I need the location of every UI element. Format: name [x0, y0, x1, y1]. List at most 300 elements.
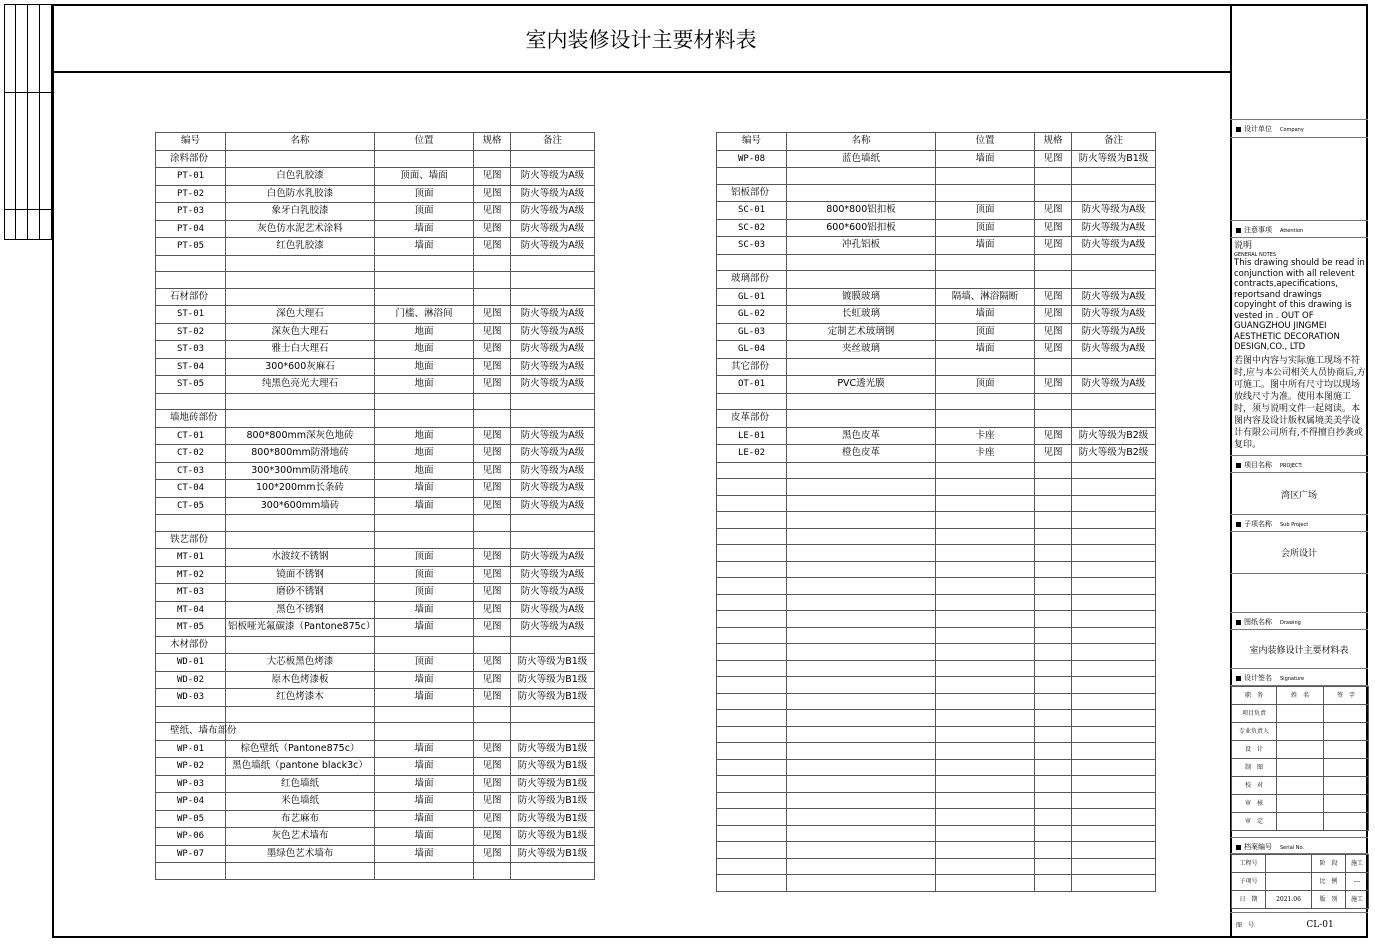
- material-remark: 防火等级为A级: [511, 619, 595, 637]
- material-remark: 防火等级为B1级: [511, 775, 595, 793]
- empty-cell: [717, 627, 787, 644]
- material-spec: 见图: [474, 341, 511, 359]
- empty-cell: [717, 776, 787, 793]
- empty-cell: [1072, 578, 1156, 595]
- material-remark: 防火等级为A级: [511, 185, 595, 203]
- material-remark: 防火等级为B2级: [1072, 427, 1156, 445]
- empty-cell: [226, 863, 375, 880]
- material-location: 墙面: [375, 740, 474, 758]
- material-name: 长虹玻璃: [787, 306, 936, 324]
- signature-role: 制 图: [1232, 759, 1277, 777]
- material-code: CT-02: [156, 445, 226, 463]
- empty-cell: [1072, 875, 1156, 892]
- material-name: 原木色烤漆板: [226, 671, 375, 689]
- material-remark: 防火等级为A级: [511, 497, 595, 515]
- empty-row: [156, 515, 595, 532]
- empty-cell: [787, 710, 936, 727]
- empty-cell: [936, 512, 1035, 529]
- section-label: 其它部份: [717, 358, 787, 376]
- section-row: [156, 288, 595, 306]
- material-spec: 见图: [474, 480, 511, 498]
- material-remark: 防火等级为A级: [511, 306, 595, 324]
- material-remark: 防火等级为A级: [511, 601, 595, 619]
- empty-cell: [1035, 858, 1072, 875]
- material-remark: 防火等级为A级: [1072, 237, 1156, 255]
- empty-cell: [1072, 842, 1156, 859]
- table-row: [156, 740, 595, 758]
- empty-cell: [717, 479, 787, 496]
- empty-cell: [474, 255, 511, 272]
- empty-row: [717, 693, 1156, 710]
- material-code: CT-03: [156, 462, 226, 480]
- signature-name-cell: [1277, 759, 1324, 777]
- material-spec: 见图: [474, 654, 511, 672]
- empty-cell: [1035, 495, 1072, 512]
- table-header-row: [717, 133, 1156, 151]
- material-code: WP-06: [156, 828, 226, 846]
- empty-cell: [1072, 693, 1156, 710]
- empty-cell: [1072, 627, 1156, 644]
- empty-cell: [1072, 528, 1156, 545]
- material-code: PT-02: [156, 185, 226, 203]
- empty-cell: [226, 255, 375, 272]
- signature-name-cell: [1277, 795, 1324, 813]
- material-spec: 见图: [474, 168, 511, 186]
- title-bar: [52, 4, 1230, 73]
- empty-row: [717, 644, 1156, 661]
- empty-cell: [936, 611, 1035, 628]
- table-row: [156, 549, 595, 567]
- empty-row: [717, 578, 1156, 595]
- info-row: [1232, 891, 1369, 909]
- signature-sign-cell: [1324, 759, 1369, 777]
- empty-cell: [787, 726, 936, 743]
- section-label: 铝板部份: [717, 184, 787, 202]
- empty-cell: [1035, 594, 1072, 611]
- empty-cell: [1072, 410, 1156, 428]
- table-row: [156, 758, 595, 776]
- signature-column-header: 签 字: [1324, 687, 1369, 705]
- empty-cell: [1072, 660, 1156, 677]
- column-header: 规格: [1035, 133, 1072, 151]
- empty-cell: [787, 693, 936, 710]
- material-remark: 防火等级为B1级: [511, 689, 595, 707]
- empty-cell: [787, 660, 936, 677]
- material-name: 300*600mm墙砖: [226, 497, 375, 515]
- info-label-2: 阶 段: [1312, 855, 1346, 873]
- material-name: 600*600铝扣板: [787, 219, 936, 237]
- empty-cell: [936, 743, 1035, 760]
- empty-cell: [375, 150, 474, 168]
- material-location: 顶面: [375, 654, 474, 672]
- empty-cell: [787, 743, 936, 760]
- material-remark: 防火等级为A级: [511, 168, 595, 186]
- section-label: 墙地砖部份: [156, 410, 226, 428]
- material-name: 大芯板黑色烤漆: [226, 654, 375, 672]
- empty-cell: [1072, 561, 1156, 578]
- signature-row: [1232, 777, 1369, 795]
- empty-cell: [511, 531, 595, 549]
- material-remark: 防火等级为B1级: [511, 828, 595, 846]
- material-location: 地面: [375, 376, 474, 394]
- table-row: [156, 376, 595, 394]
- left-binding-strip: [4, 4, 52, 240]
- table-row: [156, 654, 595, 672]
- info-value-2: ---: [1346, 873, 1369, 891]
- empty-cell: [511, 255, 595, 272]
- empty-row: [717, 462, 1156, 479]
- material-code: LE-01: [717, 427, 787, 445]
- empty-cell: [1072, 184, 1156, 202]
- empty-cell: [717, 809, 787, 826]
- table-row: [156, 203, 595, 221]
- table-row: [156, 323, 595, 341]
- table-row: [156, 220, 595, 238]
- info-value: [1266, 855, 1312, 873]
- project-name: 湾区广场: [1280, 491, 1317, 501]
- table-row: [156, 619, 595, 637]
- empty-cell: [787, 254, 936, 271]
- empty-row: [717, 393, 1156, 410]
- material-name: PVC透光膜: [787, 376, 936, 394]
- empty-cell: [787, 858, 936, 875]
- empty-cell: [717, 168, 787, 185]
- signature-row: [1232, 813, 1369, 831]
- empty-cell: [1072, 512, 1156, 529]
- material-name: 白色防水乳胶漆: [226, 185, 375, 203]
- empty-cell: [936, 358, 1035, 376]
- signature-role: 审 核: [1232, 795, 1277, 813]
- empty-cell: [1072, 271, 1156, 289]
- material-code: PT-03: [156, 203, 226, 221]
- empty-cell: [936, 677, 1035, 694]
- empty-cell: [1035, 809, 1072, 826]
- empty-row: [717, 677, 1156, 694]
- empty-row: [717, 743, 1156, 760]
- empty-cell: [226, 515, 375, 532]
- material-code: ST-01: [156, 306, 226, 324]
- signature-role: 审 定: [1232, 813, 1277, 831]
- material-code: GL-02: [717, 306, 787, 324]
- material-location: 墙面: [375, 689, 474, 707]
- empty-cell: [936, 710, 1035, 727]
- empty-cell: [717, 578, 787, 595]
- material-code: WP-04: [156, 793, 226, 811]
- material-location: 地面: [375, 427, 474, 445]
- empty-cell: [511, 288, 595, 306]
- material-remark: 防火等级为A级: [1072, 288, 1156, 306]
- empty-cell: [787, 184, 936, 202]
- material-location: 墙面: [375, 220, 474, 238]
- empty-cell: [1035, 693, 1072, 710]
- material-spec: 见图: [474, 689, 511, 707]
- empty-cell: [1072, 611, 1156, 628]
- empty-cell: [787, 611, 936, 628]
- material-location: 墙面: [375, 671, 474, 689]
- empty-cell: [226, 150, 375, 168]
- table-row: [156, 775, 595, 793]
- section-label: 木材部份: [156, 636, 226, 654]
- empty-cell: [156, 272, 226, 289]
- empty-row: [717, 776, 1156, 793]
- empty-cell: [936, 254, 1035, 271]
- empty-cell: [1035, 358, 1072, 376]
- empty-cell: [717, 677, 787, 694]
- project-info-table: [1231, 854, 1369, 909]
- material-name: 冲孔铝板: [787, 237, 936, 255]
- section-row: [717, 271, 1156, 289]
- signature-role: 专业负责人: [1232, 723, 1277, 741]
- material-location: 顶面: [375, 203, 474, 221]
- table-row: [156, 480, 595, 498]
- material-name: 蓝色墙纸: [787, 150, 936, 168]
- column-header: 规格: [474, 133, 511, 151]
- section-label: 涂料部份: [156, 150, 226, 168]
- material-spec: 见图: [474, 758, 511, 776]
- material-name: 白色乳胶漆: [226, 168, 375, 186]
- empty-row: [156, 393, 595, 410]
- general-notes: 说明 GENERAL NOTES This drawing should be read in conjunction with all relevent contracts,apecifications, reportsand drawings copyinght of this drawing is vested in . OUT OF GUANGZHOU JINGMEI AESTHETIC DECORATION DESIGN,CO., LTD 若图中内容与实际施工现场不符时,应与本公司相关人员协商后,方可施工。图中所有尺寸均以现场放线尺寸为准。使用本图施工时，须与说明文件一起阅读。本图内容及设计版权属境美美学设计有限公司所有,不得擅自抄袭或复印。: [1234, 241, 1366, 450]
- material-code: PT-01: [156, 168, 226, 186]
- empty-cell: [787, 677, 936, 694]
- sub-project-name: 会所设计: [1280, 549, 1317, 559]
- material-location: 隔墙、淋浴隔断: [936, 288, 1035, 306]
- empty-cell: [936, 495, 1035, 512]
- material-code: MT-02: [156, 566, 226, 584]
- empty-cell: [1035, 611, 1072, 628]
- empty-cell: [226, 723, 375, 741]
- empty-cell: [1035, 842, 1072, 859]
- material-spec: 见图: [1035, 323, 1072, 341]
- empty-cell: [717, 759, 787, 776]
- empty-cell: [156, 393, 226, 410]
- empty-cell: [936, 271, 1035, 289]
- section-label: 皮革部份: [717, 410, 787, 428]
- material-name: 黑色皮革: [787, 427, 936, 445]
- empty-cell: [717, 825, 787, 842]
- empty-row: [717, 561, 1156, 578]
- empty-cell: [936, 792, 1035, 809]
- empty-row: [717, 825, 1156, 842]
- material-location: 地面: [375, 323, 474, 341]
- section-label: 石材部份: [156, 288, 226, 306]
- table-row: [156, 601, 595, 619]
- empty-cell: [787, 842, 936, 859]
- info-label-2: 版 别: [1312, 891, 1346, 909]
- material-remark: 防火等级为B1级: [511, 793, 595, 811]
- empty-cell: [787, 393, 936, 410]
- empty-cell: [717, 792, 787, 809]
- material-spec: 见图: [1035, 150, 1072, 168]
- column-header: 名称: [787, 133, 936, 151]
- material-spec: 见图: [474, 445, 511, 463]
- empty-cell: [375, 288, 474, 306]
- material-code: WP-05: [156, 810, 226, 828]
- column-header: 编号: [156, 133, 226, 151]
- material-location: 卡座: [936, 445, 1035, 463]
- material-location: 墙面: [936, 150, 1035, 168]
- material-name: 橙色皮革: [787, 445, 936, 463]
- empty-row: [717, 479, 1156, 496]
- empty-cell: [936, 726, 1035, 743]
- drawing-heading: 图纸名称 Drawing: [1236, 617, 1301, 627]
- signature-name-cell: [1277, 705, 1324, 723]
- material-spec: 见图: [474, 376, 511, 394]
- material-spec: 见图: [474, 845, 511, 863]
- info-row: [1232, 873, 1369, 891]
- empty-cell: [787, 561, 936, 578]
- material-spec: 见图: [474, 238, 511, 256]
- empty-cell: [936, 842, 1035, 859]
- material-spec: 见图: [474, 566, 511, 584]
- material-name: 米色墙纸: [226, 793, 375, 811]
- empty-cell: [936, 627, 1035, 644]
- empty-cell: [156, 515, 226, 532]
- empty-cell: [511, 723, 595, 741]
- empty-cell: [717, 561, 787, 578]
- table-row: [717, 306, 1156, 324]
- empty-row: [717, 627, 1156, 644]
- material-code: WP-02: [156, 758, 226, 776]
- signature-table: [1231, 686, 1369, 831]
- section-row: [156, 410, 595, 428]
- material-spec: 见图: [1035, 219, 1072, 237]
- material-location: 墙面: [375, 810, 474, 828]
- empty-cell: [511, 150, 595, 168]
- empty-cell: [1035, 393, 1072, 410]
- empty-cell: [936, 168, 1035, 185]
- signature-role: 设 计: [1232, 741, 1277, 759]
- table-row: [156, 810, 595, 828]
- material-code: CT-04: [156, 480, 226, 498]
- empty-cell: [936, 410, 1035, 428]
- signature-heading: 设计签名 Signature: [1236, 673, 1304, 683]
- empty-cell: [936, 462, 1035, 479]
- empty-cell: [1035, 726, 1072, 743]
- empty-cell: [787, 495, 936, 512]
- empty-cell: [1035, 776, 1072, 793]
- square-bullet-icon: [1236, 522, 1241, 527]
- material-spec: 见图: [474, 427, 511, 445]
- material-remark: 防火等级为A级: [511, 480, 595, 498]
- material-name: 深灰色大理石: [226, 323, 375, 341]
- empty-cell: [787, 644, 936, 661]
- material-name: 深色大理石: [226, 306, 375, 324]
- serial-heading: 档案编号 Serial No.: [1236, 842, 1304, 852]
- empty-cell: [375, 863, 474, 880]
- material-location: 顶面、墙面: [375, 168, 474, 186]
- material-location: 墙面: [936, 341, 1035, 359]
- material-remark: 防火等级为B1级: [511, 758, 595, 776]
- empty-cell: [936, 875, 1035, 892]
- empty-cell: [1072, 792, 1156, 809]
- empty-row: [717, 809, 1156, 826]
- empty-cell: [1072, 759, 1156, 776]
- empty-cell: [1072, 858, 1156, 875]
- material-remark: 防火等级为B1级: [1072, 150, 1156, 168]
- empty-cell: [787, 875, 936, 892]
- table-row: [156, 845, 595, 863]
- material-location: 顶面: [375, 549, 474, 567]
- material-location: 地面: [375, 445, 474, 463]
- square-bullet-icon: [1236, 845, 1241, 850]
- empty-cell: [474, 706, 511, 723]
- material-code: MT-01: [156, 549, 226, 567]
- info-value-2: 施工: [1346, 891, 1369, 909]
- material-spec: 见图: [474, 462, 511, 480]
- empty-cell: [1035, 184, 1072, 202]
- empty-cell: [511, 863, 595, 880]
- material-name: 红色乳胶漆: [226, 238, 375, 256]
- empty-cell: [375, 255, 474, 272]
- material-spec: 见图: [1035, 427, 1072, 445]
- empty-cell: [717, 611, 787, 628]
- material-name: 800*800铝扣板: [787, 202, 936, 220]
- material-spec: 见图: [1035, 288, 1072, 306]
- empty-row: [717, 512, 1156, 529]
- info-value-2: 施工: [1346, 855, 1369, 873]
- empty-cell: [717, 495, 787, 512]
- material-name: 300*300mm防滑地砖: [226, 462, 375, 480]
- empty-cell: [936, 545, 1035, 562]
- material-code: WD-03: [156, 689, 226, 707]
- table-row: [156, 185, 595, 203]
- material-code: WP-01: [156, 740, 226, 758]
- empty-cell: [1072, 254, 1156, 271]
- empty-cell: [1035, 528, 1072, 545]
- empty-cell: [717, 875, 787, 892]
- empty-cell: [1035, 462, 1072, 479]
- material-spec: 见图: [474, 185, 511, 203]
- material-spec: 见图: [1035, 445, 1072, 463]
- material-name: 100*200mm长条砖: [226, 480, 375, 498]
- signature-name-cell: [1277, 777, 1324, 795]
- table-row: [156, 341, 595, 359]
- empty-cell: [787, 358, 936, 376]
- material-spec: 见图: [474, 584, 511, 602]
- material-location: 墙面: [375, 619, 474, 637]
- empty-row: [717, 594, 1156, 611]
- material-name: 磨砂不锈钢: [226, 584, 375, 602]
- empty-cell: [717, 660, 787, 677]
- empty-cell: [1035, 561, 1072, 578]
- empty-cell: [1035, 825, 1072, 842]
- table-row: [156, 793, 595, 811]
- page-title: 室内装修设计主要材料表: [525, 28, 757, 52]
- table-row: [156, 306, 595, 324]
- empty-cell: [1072, 168, 1156, 185]
- material-remark: 防火等级为A级: [511, 358, 595, 376]
- empty-cell: [787, 271, 936, 289]
- material-code: LE-02: [717, 445, 787, 463]
- empty-cell: [787, 809, 936, 826]
- empty-row: [717, 792, 1156, 809]
- empty-cell: [787, 792, 936, 809]
- empty-row: [717, 759, 1156, 776]
- material-name: 灰色仿水泥艺术涂料: [226, 220, 375, 238]
- material-name: 象牙白乳胶漆: [226, 203, 375, 221]
- empty-cell: [1072, 809, 1156, 826]
- material-name: 水波纹不锈钢: [226, 549, 375, 567]
- material-location: 墙面: [936, 306, 1035, 324]
- material-location: 墙面: [375, 238, 474, 256]
- signature-column-header: 职 务: [1232, 687, 1277, 705]
- material-location: 门槛、淋浴间: [375, 306, 474, 324]
- empty-cell: [474, 531, 511, 549]
- empty-cell: [1035, 677, 1072, 694]
- table-row: [156, 168, 595, 186]
- table-row: [156, 671, 595, 689]
